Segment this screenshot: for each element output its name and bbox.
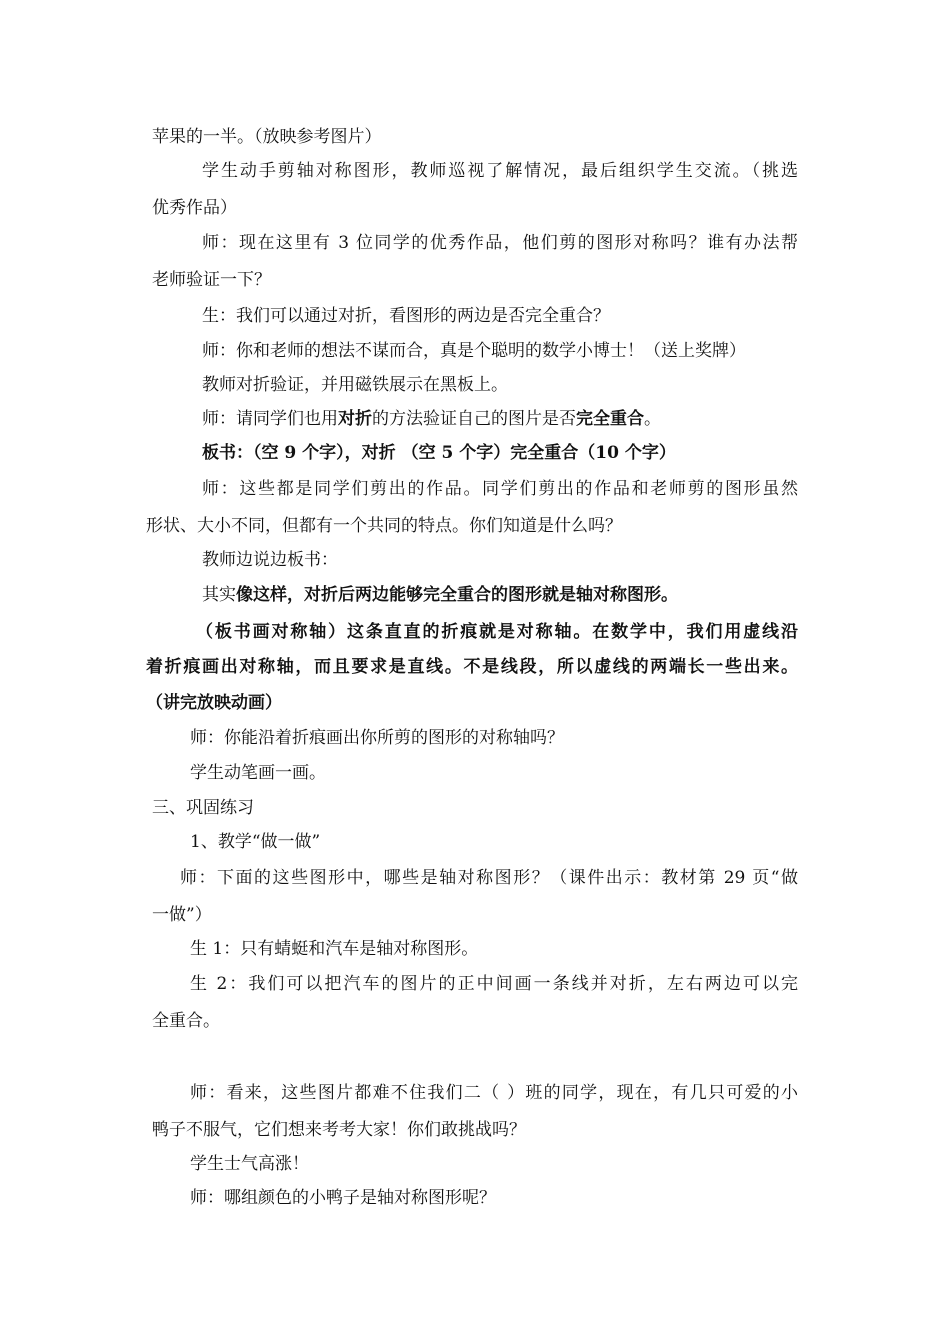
text-run: 其实 <box>202 585 236 605</box>
paragraph-line: 教师边说边板书： <box>202 550 338 570</box>
paragraph-line: 教师对折验证，并用磁铁展示在黑板上。 <box>202 375 508 395</box>
paragraph-line: 师：下面的这些图形中，哪些是轴对称图形？（课件出示：教材第 29 页“做 <box>180 868 798 888</box>
emphasis-text: 像这样，对折后两边能够完全重合的图形就是轴对称图形。 <box>236 585 678 605</box>
section-heading: 三、巩固练习 <box>152 798 254 818</box>
paragraph-line: 老师验证一下？ <box>152 270 271 290</box>
paragraph-line: 学生士气高涨！ <box>190 1154 309 1174</box>
paragraph-line <box>202 407 661 431</box>
text-run: 师：请同学们也用 <box>202 409 338 429</box>
text-run: 。 <box>644 409 661 429</box>
paragraph-line: 生 2：我们可以把汽车的图片的正中间画一条线并对折，左右两边可以完 <box>190 974 798 994</box>
paragraph-line: 师：看来，这些图片都难不住我们二（ ）班的同学，现在，有几只可爱的小 <box>190 1083 798 1103</box>
paragraph-line: 优秀作品） <box>152 198 237 218</box>
paragraph-line: 生 1：只有蜻蜓和汽车是轴对称图形。 <box>190 939 479 959</box>
paragraph-line: 一做”） <box>152 905 212 925</box>
emphasis-text: 对折 <box>338 409 372 429</box>
paragraph-line: 全重合。 <box>152 1011 220 1031</box>
emphasis-text: 完全重合 <box>576 409 644 429</box>
paragraph-line: 师：现在这里有 3 位同学的优秀作品，他们剪的图形对称吗？谁有办法帮 <box>202 233 798 253</box>
paragraph-line: 形状、大小不同，但都有一个共同的特点。你们知道是什么吗？ <box>146 516 622 536</box>
paragraph-line: 鸭子不服气，它们想来考考大家！你们敢挑战吗？ <box>152 1120 526 1140</box>
paragraph-line: 师：哪组颜色的小鸭子是轴对称图形呢？ <box>190 1188 496 1208</box>
paragraph-line: 着折痕画出对称轴，而且要求是直线。不是线段，所以虚线的两端长一些出来。 <box>146 657 798 677</box>
paragraph-line: 苹果的一半。（放映参考图片） <box>152 127 382 147</box>
paragraph-line: 师：你能沿着折痕画出你所剪的图形的对称轴吗？ <box>190 728 564 748</box>
paragraph-line <box>202 583 678 607</box>
paragraph-line: （板书画对称轴）这条直直的折痕就是对称轴。在数学中，我们用虚线沿 <box>196 622 798 642</box>
text-run: 的方法验证自己的图片是否 <box>372 409 576 429</box>
subsection-heading: 1、教学“做一做” <box>190 832 321 852</box>
paragraph-line: 学生动笔画一画。 <box>190 763 326 783</box>
board-note-line: 板书：（空 9 个字），对折 （空 5 个字）完全重合（10 个字） <box>202 443 676 463</box>
paragraph-line: 生：我们可以通过对折，看图形的两边是否完全重合？ <box>202 306 610 326</box>
paragraph-line: （讲完放映动画） <box>146 693 282 713</box>
paragraph-line: 学生动手剪轴对称图形，教师巡视了解情况，最后组织学生交流。（挑选 <box>202 161 798 181</box>
paragraph-line: 师：这些都是同学们剪出的作品。同学们剪出的作品和老师剪的图形虽然 <box>202 479 798 499</box>
paragraph-line: 师：你和老师的想法不谋而合，真是个聪明的数学小博士！（送上奖牌） <box>202 341 746 361</box>
